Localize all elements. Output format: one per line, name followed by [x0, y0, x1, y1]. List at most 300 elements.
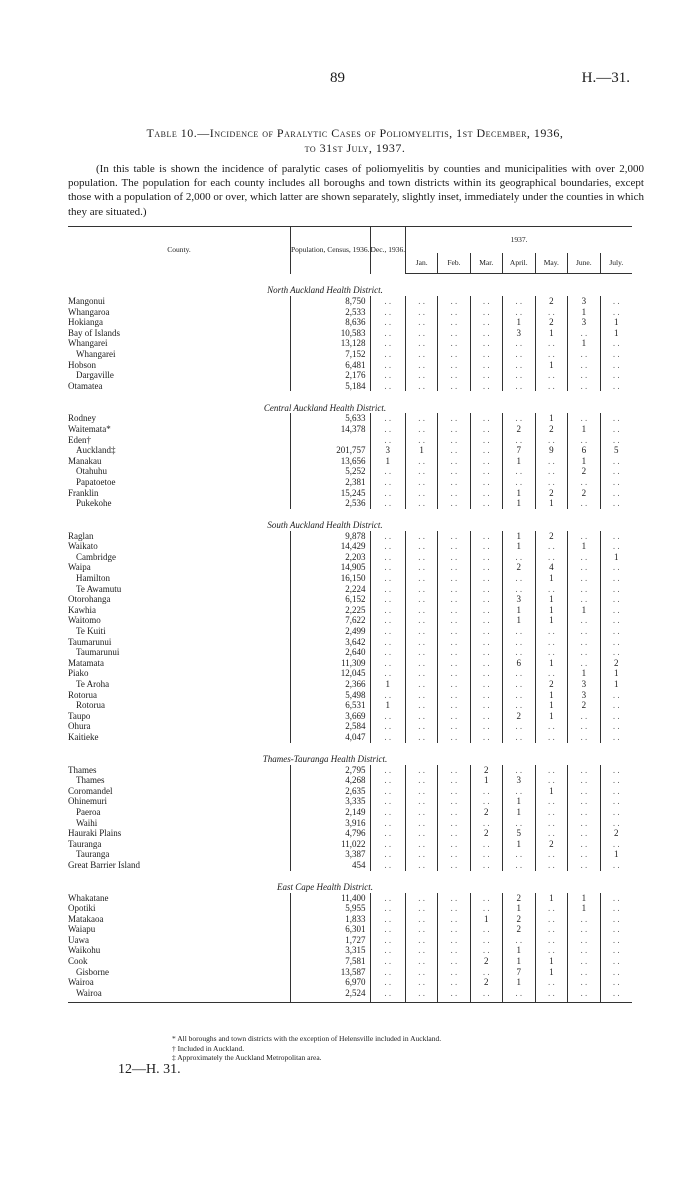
- month-cell: 1: [535, 690, 567, 701]
- population-cell: 2,225: [290, 605, 370, 616]
- month-cell: . .: [535, 765, 567, 776]
- month-cell: . .: [568, 914, 601, 925]
- month-cell: . .: [502, 721, 535, 732]
- month-cell: . .: [438, 381, 470, 392]
- month-cell: . .: [600, 924, 632, 935]
- population-cell: 6,481: [290, 360, 370, 371]
- table-row: [68, 626, 632, 637]
- month-cell: . .: [568, 637, 601, 648]
- month-cell: . .: [600, 721, 632, 732]
- population-cell: 5,184: [290, 381, 370, 392]
- table-row: [68, 573, 632, 584]
- month-cell: 2: [502, 562, 535, 573]
- month-cell: . .: [438, 924, 470, 935]
- population-cell: 3,315: [290, 945, 370, 956]
- footnote-2: † Included in Auckland.: [172, 1043, 245, 1053]
- month-cell: . .: [406, 370, 438, 381]
- table-row: [68, 935, 632, 946]
- month-cell: . .: [535, 721, 567, 732]
- month-cell: . .: [438, 658, 470, 669]
- month-cell: . .: [535, 584, 567, 595]
- population-cell: 8,636: [290, 317, 370, 328]
- month-cell: . .: [535, 307, 567, 318]
- dec-cell: . .: [370, 828, 406, 839]
- month-cell: . .: [438, 605, 470, 616]
- month-cell: 1: [568, 338, 601, 349]
- dec-cell: . .: [370, 967, 406, 978]
- county-name: Rotorua: [76, 700, 105, 711]
- dec-cell: . .: [370, 903, 406, 914]
- table-row: [68, 296, 632, 307]
- table-row: [68, 328, 632, 339]
- dec-cell: . .: [370, 562, 406, 573]
- month-cell: . .: [600, 765, 632, 776]
- dec-cell: . .: [370, 732, 406, 743]
- month-cell: 3: [502, 328, 535, 339]
- population-cell: 13,128: [290, 338, 370, 349]
- month-cell: . .: [438, 988, 470, 999]
- month-cell: . .: [535, 338, 567, 349]
- month-cell: . .: [568, 977, 601, 988]
- county-cell: [68, 807, 290, 818]
- month-cell: 1: [502, 956, 535, 967]
- month-cell: . .: [600, 531, 632, 542]
- month-cell: . .: [470, 349, 502, 360]
- month-cell: 2: [600, 658, 632, 669]
- month-cell: 1: [535, 594, 567, 605]
- month-cell: . .: [568, 370, 601, 381]
- month-cell: . .: [406, 477, 438, 488]
- county-cell: [68, 765, 290, 776]
- month-cell: . .: [438, 849, 470, 860]
- month-cell: . .: [600, 839, 632, 850]
- table-row: [68, 988, 632, 999]
- county-name: Kaitieke: [68, 731, 99, 742]
- month-cell: . .: [438, 296, 470, 307]
- month-cell: 1: [568, 893, 601, 904]
- month-cell: . .: [470, 456, 502, 467]
- month-cell: . .: [600, 435, 632, 446]
- county-name: Taupo: [68, 710, 91, 721]
- month-cell: . .: [568, 562, 601, 573]
- month-cell: . .: [406, 456, 438, 467]
- table-row: [68, 456, 632, 467]
- month-cell: . .: [568, 860, 601, 871]
- county-name: Wairoa: [68, 977, 94, 988]
- month-cell: . .: [535, 924, 567, 935]
- table-title: [60, 126, 650, 156]
- month-cell: . .: [502, 435, 535, 446]
- county-cell: [68, 732, 290, 743]
- population-cell: 2,149: [290, 807, 370, 818]
- month-cell: . .: [438, 541, 470, 552]
- county-name: Waipa: [68, 562, 91, 573]
- month-cell: . .: [438, 573, 470, 584]
- dec-cell: . .: [370, 765, 406, 776]
- month-cell: . .: [406, 594, 438, 605]
- table-row: [68, 839, 632, 850]
- table-row: [68, 381, 632, 392]
- month-cell: . .: [600, 605, 632, 616]
- month-cell: . .: [438, 360, 470, 371]
- dec-cell: . .: [370, 349, 406, 360]
- month-cell: 3: [568, 296, 601, 307]
- population-cell: 9,878: [290, 531, 370, 542]
- month-cell: . .: [438, 552, 470, 563]
- month-cell: 1: [502, 605, 535, 616]
- month-cell: . .: [438, 328, 470, 339]
- header-month: Feb.: [438, 253, 470, 274]
- month-cell: 2: [600, 828, 632, 839]
- month-cell: 3: [568, 690, 601, 701]
- month-cell: . .: [438, 956, 470, 967]
- month-cell: . .: [470, 328, 502, 339]
- month-cell: 1: [502, 977, 535, 988]
- table-row: [68, 700, 632, 711]
- population-cell: 3,335: [290, 796, 370, 807]
- population-cell: 2,203: [290, 552, 370, 563]
- month-cell: . .: [406, 679, 438, 690]
- county-name: Hokianga: [68, 317, 103, 328]
- month-cell: 1: [568, 541, 601, 552]
- month-cell: . .: [502, 668, 535, 679]
- month-cell: . .: [502, 552, 535, 563]
- month-cell: . .: [535, 818, 567, 829]
- month-cell: . .: [406, 584, 438, 595]
- table-row: [68, 658, 632, 669]
- month-cell: . .: [568, 721, 601, 732]
- month-cell: . .: [438, 700, 470, 711]
- month-cell: . .: [600, 573, 632, 584]
- month-cell: . .: [568, 360, 601, 371]
- month-cell: . .: [470, 573, 502, 584]
- table-row: [68, 424, 632, 435]
- month-cell: 2: [502, 893, 535, 904]
- population-cell: 2,536: [290, 498, 370, 509]
- intro-paragraph: (In this table is shown the incidence of paralytic cases of poliomyelitis by counties and municipalities with over 2,000 population. The population for each county includes all boroughs and town districts within its geographical boundaries, except those with a population of 2,000 or over, which latter are shown separately, slightly inset, immediately under the counties in which they are situated.): [68, 163, 644, 218]
- month-cell: . .: [568, 573, 601, 584]
- population-cell: 11,022: [290, 839, 370, 850]
- month-cell: . .: [406, 807, 438, 818]
- month-cell: . .: [470, 893, 502, 904]
- month-cell: . .: [502, 573, 535, 584]
- month-cell: . .: [406, 328, 438, 339]
- month-cell: 1: [502, 488, 535, 499]
- county-cell: [68, 828, 290, 839]
- month-cell: . .: [535, 466, 567, 477]
- month-cell: . .: [438, 893, 470, 904]
- dec-cell: . .: [370, 786, 406, 797]
- month-cell: . .: [438, 435, 470, 446]
- month-cell: . .: [568, 967, 601, 978]
- county-cell: [68, 360, 290, 371]
- month-cell: . .: [502, 307, 535, 318]
- month-cell: . .: [406, 637, 438, 648]
- table-row: [68, 914, 632, 925]
- population-cell: 10,583: [290, 328, 370, 339]
- dec-cell: 3: [370, 445, 406, 456]
- month-cell: . .: [535, 988, 567, 999]
- county-cell: [68, 466, 290, 477]
- month-cell: . .: [600, 349, 632, 360]
- county-name: Auckland‡: [76, 445, 116, 456]
- month-cell: . .: [470, 605, 502, 616]
- month-cell: 2: [470, 828, 502, 839]
- month-cell: 1: [600, 552, 632, 563]
- table-row: [68, 647, 632, 658]
- month-cell: 1: [568, 903, 601, 914]
- month-cell: . .: [406, 914, 438, 925]
- population-cell: 2,366: [290, 679, 370, 690]
- month-cell: . .: [406, 690, 438, 701]
- county-cell: [68, 456, 290, 467]
- dec-cell: . .: [370, 818, 406, 829]
- month-cell: . .: [535, 732, 567, 743]
- table-body: [68, 274, 632, 1003]
- month-cell: . .: [568, 349, 601, 360]
- month-cell: . .: [406, 935, 438, 946]
- month-cell: 2: [502, 424, 535, 435]
- dec-cell: . .: [370, 711, 406, 722]
- table-row: [68, 584, 632, 595]
- month-cell: . .: [535, 849, 567, 860]
- dec-cell: . .: [370, 893, 406, 904]
- month-cell: . .: [502, 360, 535, 371]
- month-cell: 1: [535, 658, 567, 669]
- dec-cell: . .: [370, 924, 406, 935]
- month-cell: . .: [600, 818, 632, 829]
- county-cell: [68, 445, 290, 456]
- month-cell: . .: [600, 914, 632, 925]
- header-year: 1937.: [406, 227, 632, 254]
- table-row: [68, 605, 632, 616]
- month-cell: 2: [568, 488, 601, 499]
- month-cell: . .: [470, 967, 502, 978]
- month-cell: . .: [438, 839, 470, 850]
- table-row: [68, 307, 632, 318]
- county-cell: [68, 818, 290, 829]
- district-heading-row: [68, 871, 632, 893]
- month-cell: . .: [600, 935, 632, 946]
- dec-cell: . .: [370, 584, 406, 595]
- month-cell: . .: [470, 488, 502, 499]
- county-name: Te Awamutu: [76, 583, 122, 594]
- month-cell: 7: [502, 445, 535, 456]
- month-cell: . .: [535, 637, 567, 648]
- month-cell: 7: [502, 967, 535, 978]
- month-cell: . .: [470, 658, 502, 669]
- month-cell: . .: [406, 818, 438, 829]
- population-cell: 3,916: [290, 818, 370, 829]
- month-cell: . .: [470, 552, 502, 563]
- population-cell: 2,533: [290, 307, 370, 318]
- month-cell: 1: [535, 967, 567, 978]
- month-cell: 5: [600, 445, 632, 456]
- month-cell: 2: [568, 466, 601, 477]
- month-cell: . .: [568, 413, 601, 424]
- county-cell: [68, 552, 290, 563]
- month-cell: . .: [568, 381, 601, 392]
- population-cell: 16,150: [290, 573, 370, 584]
- month-cell: . .: [470, 796, 502, 807]
- county-cell: [68, 849, 290, 860]
- county-name: Thames: [76, 775, 105, 786]
- month-cell: . .: [568, 924, 601, 935]
- month-cell: . .: [568, 796, 601, 807]
- month-cell: 1: [600, 317, 632, 328]
- header-month: June.: [568, 253, 601, 274]
- county-name: Kawhia: [68, 604, 96, 615]
- month-cell: 1: [568, 424, 601, 435]
- county-cell: [68, 562, 290, 573]
- month-cell: . .: [438, 945, 470, 956]
- table-row: [68, 413, 632, 424]
- county-cell: [68, 317, 290, 328]
- footnote-3: ‡ Approximately the Auckland Metropolitan area.: [172, 1053, 322, 1062]
- month-cell: . .: [438, 424, 470, 435]
- month-cell: . .: [600, 360, 632, 371]
- month-cell: . .: [502, 849, 535, 860]
- month-cell: . .: [600, 967, 632, 978]
- month-cell: . .: [470, 562, 502, 573]
- county-name: Bay of Islands: [68, 327, 120, 338]
- month-cell: . .: [568, 765, 601, 776]
- footnote-1: * All boroughs and town districts with the exception of Helensville included in Auckland.: [172, 1034, 442, 1043]
- month-cell: . .: [438, 977, 470, 988]
- month-cell: 1: [470, 775, 502, 786]
- district-heading-row: [68, 509, 632, 531]
- population-cell: 2,640: [290, 647, 370, 658]
- month-cell: . .: [438, 466, 470, 477]
- month-cell: . .: [470, 721, 502, 732]
- county-name: Uawa: [68, 934, 89, 945]
- population-cell: 2,524: [290, 988, 370, 999]
- month-cell: . .: [535, 456, 567, 467]
- county-cell: [68, 945, 290, 956]
- dec-cell: . .: [370, 647, 406, 658]
- month-cell: . .: [535, 828, 567, 839]
- county-name: Waiapu: [68, 924, 96, 935]
- month-cell: 1: [406, 445, 438, 456]
- table-row: [68, 466, 632, 477]
- table-row: [68, 531, 632, 542]
- population-cell: 3,387: [290, 849, 370, 860]
- month-cell: 1: [502, 945, 535, 956]
- header-month: April.: [502, 253, 535, 274]
- month-cell: . .: [438, 690, 470, 701]
- month-cell: . .: [502, 690, 535, 701]
- dec-cell: . .: [370, 381, 406, 392]
- month-cell: . .: [600, 637, 632, 648]
- month-cell: . .: [438, 477, 470, 488]
- month-cell: . .: [535, 775, 567, 786]
- district-name: South Auckland Health District.: [267, 520, 383, 531]
- month-cell: . .: [470, 945, 502, 956]
- month-cell: . .: [470, 679, 502, 690]
- table-row: [68, 945, 632, 956]
- month-cell: . .: [502, 477, 535, 488]
- month-cell: . .: [406, 988, 438, 999]
- month-cell: . .: [438, 531, 470, 542]
- month-cell: . .: [438, 338, 470, 349]
- dec-cell: 1: [370, 679, 406, 690]
- county-name: Great Barrier Island: [68, 859, 140, 870]
- month-cell: . .: [502, 349, 535, 360]
- population-cell: 454: [290, 860, 370, 871]
- month-cell: . .: [600, 893, 632, 904]
- month-cell: . .: [438, 668, 470, 679]
- month-cell: . .: [438, 615, 470, 626]
- dec-cell: . .: [370, 658, 406, 669]
- table-row: [68, 818, 632, 829]
- table-row: [68, 732, 632, 743]
- month-cell: . .: [406, 796, 438, 807]
- county-cell: [68, 721, 290, 732]
- population-cell: 2,795: [290, 765, 370, 776]
- month-cell: . .: [406, 668, 438, 679]
- county-name: Te Aroha: [76, 679, 110, 689]
- month-cell: 3: [568, 679, 601, 690]
- month-cell: . .: [406, 541, 438, 552]
- month-cell: . .: [470, 360, 502, 371]
- month-cell: 1: [535, 786, 567, 797]
- dec-cell: . .: [370, 988, 406, 999]
- month-cell: 3: [502, 594, 535, 605]
- county-name: Franklin: [68, 487, 99, 498]
- month-cell: . .: [406, 977, 438, 988]
- county-name: Otamatea: [68, 380, 103, 391]
- header-county: County.: [68, 227, 290, 274]
- population-cell: 2,635: [290, 786, 370, 797]
- month-cell: . .: [568, 498, 601, 509]
- month-cell: 1: [502, 903, 535, 914]
- month-cell: . .: [502, 584, 535, 595]
- month-cell: . .: [470, 338, 502, 349]
- table-row: [68, 765, 632, 776]
- month-cell: 1: [535, 615, 567, 626]
- county-name: Dargaville: [76, 370, 114, 381]
- month-cell: . .: [600, 796, 632, 807]
- dec-cell: . .: [370, 338, 406, 349]
- month-cell: . .: [568, 658, 601, 669]
- table-row: [68, 668, 632, 679]
- month-cell: . .: [568, 647, 601, 658]
- population-cell: 14,429: [290, 541, 370, 552]
- month-cell: . .: [438, 370, 470, 381]
- month-cell: . .: [568, 626, 601, 637]
- month-cell: 2: [470, 977, 502, 988]
- county-cell: [68, 296, 290, 307]
- dec-cell: . .: [370, 360, 406, 371]
- table-row: [68, 552, 632, 563]
- month-cell: 2: [535, 296, 567, 307]
- month-cell: . .: [600, 338, 632, 349]
- month-cell: . .: [406, 349, 438, 360]
- month-cell: . .: [600, 584, 632, 595]
- month-cell: . .: [406, 658, 438, 669]
- table-row: [68, 679, 632, 690]
- county-cell: [68, 605, 290, 616]
- population-cell: 3,642: [290, 637, 370, 648]
- month-cell: . .: [470, 541, 502, 552]
- dec-cell: . .: [370, 977, 406, 988]
- month-cell: . .: [568, 552, 601, 563]
- month-cell: . .: [600, 786, 632, 797]
- month-cell: . .: [470, 381, 502, 392]
- month-cell: . .: [470, 531, 502, 542]
- county-cell: [68, 679, 290, 690]
- county-cell: [68, 435, 290, 446]
